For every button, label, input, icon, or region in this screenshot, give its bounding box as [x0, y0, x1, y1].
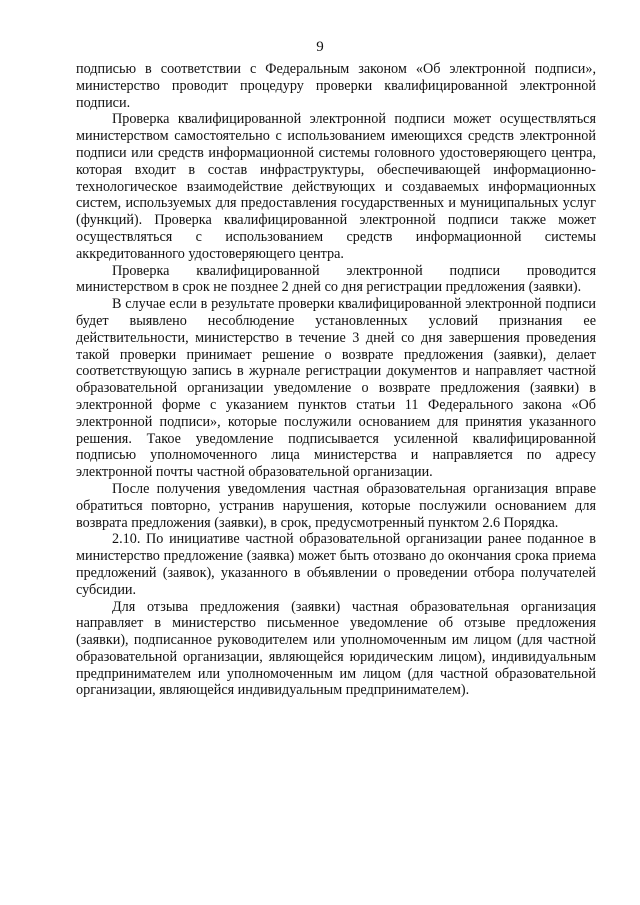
- paragraph-reapplication: После получения уведомления частная образовательная организация вправе обратиться повторно, устранив нарушения, которые послужили основанием для возврата предложения (заявки), в срок, предусмотренный пунктом 2.6 Порядка.: [76, 480, 596, 531]
- paragraph-signature-check-deadline: Проверка квалифицированной электронной подписи проводится министерством в срок не позднее 2 дней со дня регистрации предложения (заявки).: [76, 262, 596, 296]
- paragraph-return-of-application: В случае если в результате проверки квалифицированной электронной подписи будет выявлено несоблюдение установленных условий признания ее действительности, министерство в течение 3 дней со дня завершения проведения такой проверки принимает решение о возврате предложения (заявки), делает соответствующую запись в журнале регистрации документов и направляет частной образовательной организации уведомление о возврате предложения (заявки) в электронной форме с указанием пунктов статьи 11 Федерального закона «Об электронной подписи», которые послужили основанием для принятия указанного решения. Такое уведомление подписывается усиленной квалифицированной подписью уполномоченного лица министерства и направляется по адресу электронной почты частной образовательной организации.: [76, 296, 596, 481]
- page-number: 9: [316, 39, 324, 55]
- document-body: [76, 61, 596, 699]
- paragraph-continuation: подписью в соответствии с Федеральным законом «Об электронной подписи», министерство проводит процедуру проверки квалифицированной электронной подписи.: [76, 61, 596, 111]
- paragraph-withdrawal-notice: Для отзыва предложения (заявки) частная образовательная организация направляет в министерство письменное уведомление об отзыве предложения (заявки), подписанное руководителем или уполномоченным им лицом (для частной образовательной организации, являющейся юридическим лицом), индивидуальным предпринимателем или уполномоченным им лицом (для частной образовательной организации, являющейся индивидуальным предпринимателем).: [76, 598, 596, 699]
- paragraph-2-10-withdrawal: 2.10. По инициативе частной образовательной организации ранее поданное в министерство предложение (заявка) может быть отозвано до окончания срока приема предложений (заявок), указанного в объявлении о проведении отбора получателей субсидии.: [76, 531, 596, 598]
- paragraph-signature-check-methods: Проверка квалифицированной электронной подписи может осуществляться министерством самостоятельно с использованием имеющихся средств электронной подписи или средств информационной системы головного удостоверяющего центра, которая входит в состав инфраструктуры, обеспечивающей информационно-технологическое взаимодействие действующих и создаваемых информационных систем, используемых для предоставления государственных и муниципальных услуг (функций). Проверка квалифицированной электронной подписи также может осуществляться с использованием средств информационной системы аккредитованного удостоверяющего центра.: [76, 111, 596, 262]
